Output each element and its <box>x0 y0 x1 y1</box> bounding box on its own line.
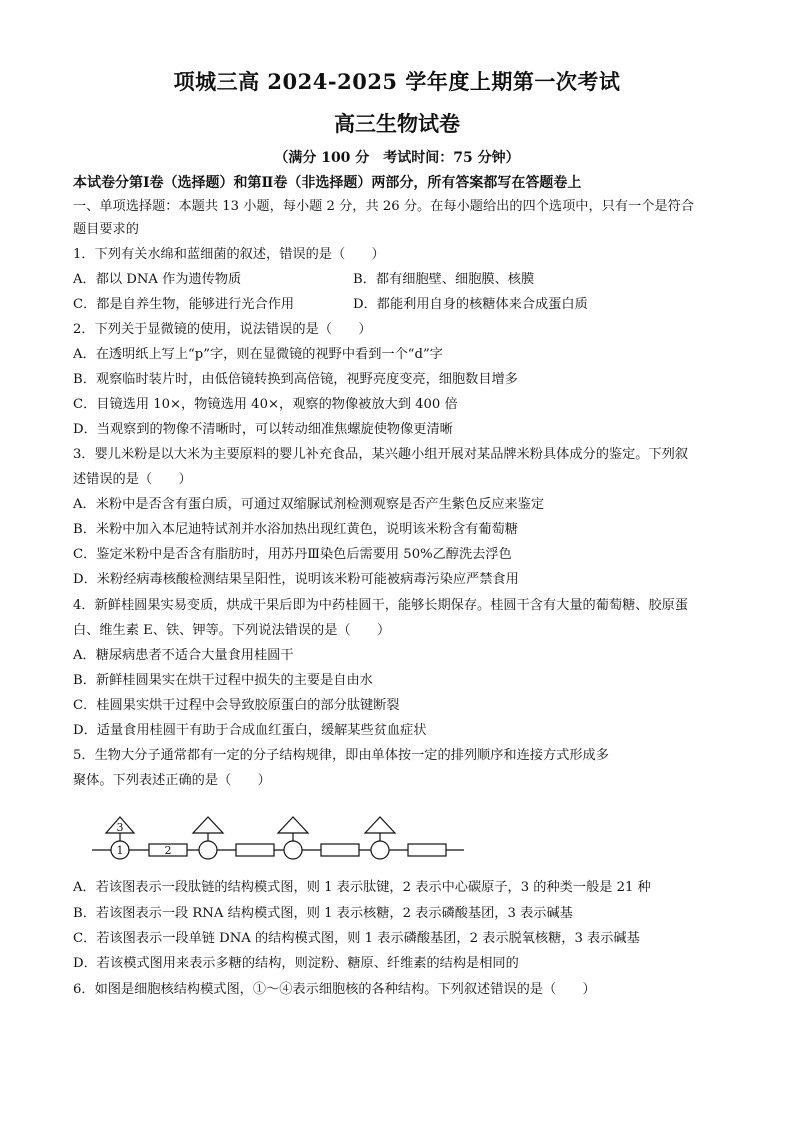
q1-option-c: C．都是自养生物，能够进行光合作用 <box>73 297 295 312</box>
monomer-triangle <box>278 817 308 833</box>
q3-stem-line2: 述错误的是（ ） <box>73 472 192 487</box>
label-2: 2 <box>164 844 172 857</box>
exam-instruction: 本试卷分第Ⅰ卷（选择题）和第Ⅱ卷（非选择题）两部分，所有答案都写在答题卷上 <box>73 175 582 191</box>
section-heading-line2: 题目要求的 <box>73 222 139 237</box>
monomer-rect <box>408 844 446 856</box>
q2-stem: 2．下列关于显微镜的使用，说法错误的是（ ） <box>73 322 372 337</box>
label-3: 3 <box>116 821 124 834</box>
q2-option-c: C．目镜选用 10×，物镜选用 40×，观察的物像被放大到 400 倍 <box>73 397 458 412</box>
q5-option-a: A．若该图表示一段肽链的结构模式图，则 1 表示肽键，2 表示中心碳原子，3 的种类一般是 21 种 <box>73 880 651 895</box>
q4-stem-line2: 白、维生素 E、铁、钾等。下列说法错误的是（ ） <box>73 623 391 638</box>
q2-option-b: B．观察临时装片时，由低倍镜转换到高倍镜，视野亮度变亮，细胞数目增多 <box>73 372 518 387</box>
q4-option-b: B．新鲜桂圆果实在烘干过程中损失的主要是自由水 <box>73 673 373 688</box>
exam-subtitle: 高三生物试卷 <box>334 111 460 136</box>
q3-option-b: B．米粉中加入本尼迪特试剂并水浴加热出现红黄色，说明该米粉含有葡萄糖 <box>73 522 518 537</box>
q3-stem-line1: 3．婴儿米粉是以大米为主要原料的婴儿补充食品，某兴趣小组开展对某品牌米粉具体成分的鉴定。下列叙 <box>73 447 689 462</box>
q5-stem-line2: 聚体。下列表述正确的是（ ） <box>73 773 271 788</box>
q5-option-b: B．若该图表示一段 RNA 结构模式图，则 1 表示核糖，2 表示磷酸基团，3 表示碱基 <box>73 906 573 921</box>
q1-option-d: D．都能利用自身的核糖体来合成蛋白质 <box>353 297 588 312</box>
q5-option-c: C．若该图表示一段单链 DNA 的结构模式图，则 1 表示磷酸基团，2 表示脱氧核糖，3 表示碱基 <box>73 931 640 946</box>
monomer-rect <box>236 844 274 856</box>
q1-option-b: B．都有细胞壁、细胞膜、核膜 <box>353 272 535 287</box>
label-1: 1 <box>116 844 124 857</box>
q4-option-a: A．糖尿病患者不适合大量食用桂圆干 <box>73 648 294 663</box>
exam-info: （满分 100 分 考试时间：75 分钟） <box>274 150 520 166</box>
q3-option-c: C．鉴定米粉中是否含有脂肪时，用苏丹Ⅲ染色后需要用 50%乙醇洗去浮色 <box>73 547 512 562</box>
q4-stem-line1: 4．新鲜桂圆果实易变质，烘成干果后即为中药桂圆干，能够长期保存。桂圆干含有大量的葡萄糖、胶原蛋 <box>73 598 689 613</box>
exam-title: 项城三高 2024-2025 学年度上期第一次考试 <box>173 69 621 94</box>
monomer-triangle <box>365 817 395 833</box>
monomer-circle <box>284 841 302 859</box>
polymer-structure-diagram <box>90 812 470 868</box>
q6-stem: 6．如图是细胞核结构模式图，①～④表示细胞核的各种结构。下列叙述错误的是（ ） <box>73 982 596 997</box>
q5-option-d: D．若该模式图用来表示多糖的结构，则淀粉、糖原、纤维素的结构是相同的 <box>73 956 519 971</box>
q1-option-a: A．都以 DNA 作为遗传物质 <box>73 272 242 287</box>
q3-option-d: D．米粉经病毒核酸检测结果呈阳性，说明该米粉可能被病毒污染应严禁食用 <box>73 572 519 587</box>
q1-stem: 1．下列有关水绵和蓝细菌的叙述，错误的是（ ） <box>73 247 385 262</box>
q5-stem-line1: 5．生物大分子通常都有一定的分子结构规律，即由单体按一定的排列顺序和连接方式形成多 <box>73 748 609 763</box>
monomer-rect <box>321 844 359 856</box>
section-heading-line1: 一、单项选择题：本题共 13 小题，每小题 2 分，共 26 分。在每小题给出的四个选项中，只有一个是符合 <box>73 199 694 214</box>
monomer-circle <box>199 841 217 859</box>
monomer-circle <box>371 841 389 859</box>
q3-option-a: A．米粉中是否含有蛋白质，可通过双缩脲试剂检测观察是否产生紫色反应来鉴定 <box>73 497 545 512</box>
q4-option-d: D．适量食用桂圆干有助于合成血红蛋白，缓解某些贫血症状 <box>73 723 427 738</box>
q2-option-d: D．当观察到的物像不清晰时，可以转动细准焦螺旋使物像更清晰 <box>73 422 453 437</box>
monomer-triangle <box>193 817 223 833</box>
q4-option-c: C．桂圆果实烘干过程中会导致胶原蛋白的部分肽键断裂 <box>73 698 400 713</box>
q2-option-a: A．在透明纸上写上“p”字，则在显微镜的视野中看到一个“d”字 <box>73 347 443 362</box>
